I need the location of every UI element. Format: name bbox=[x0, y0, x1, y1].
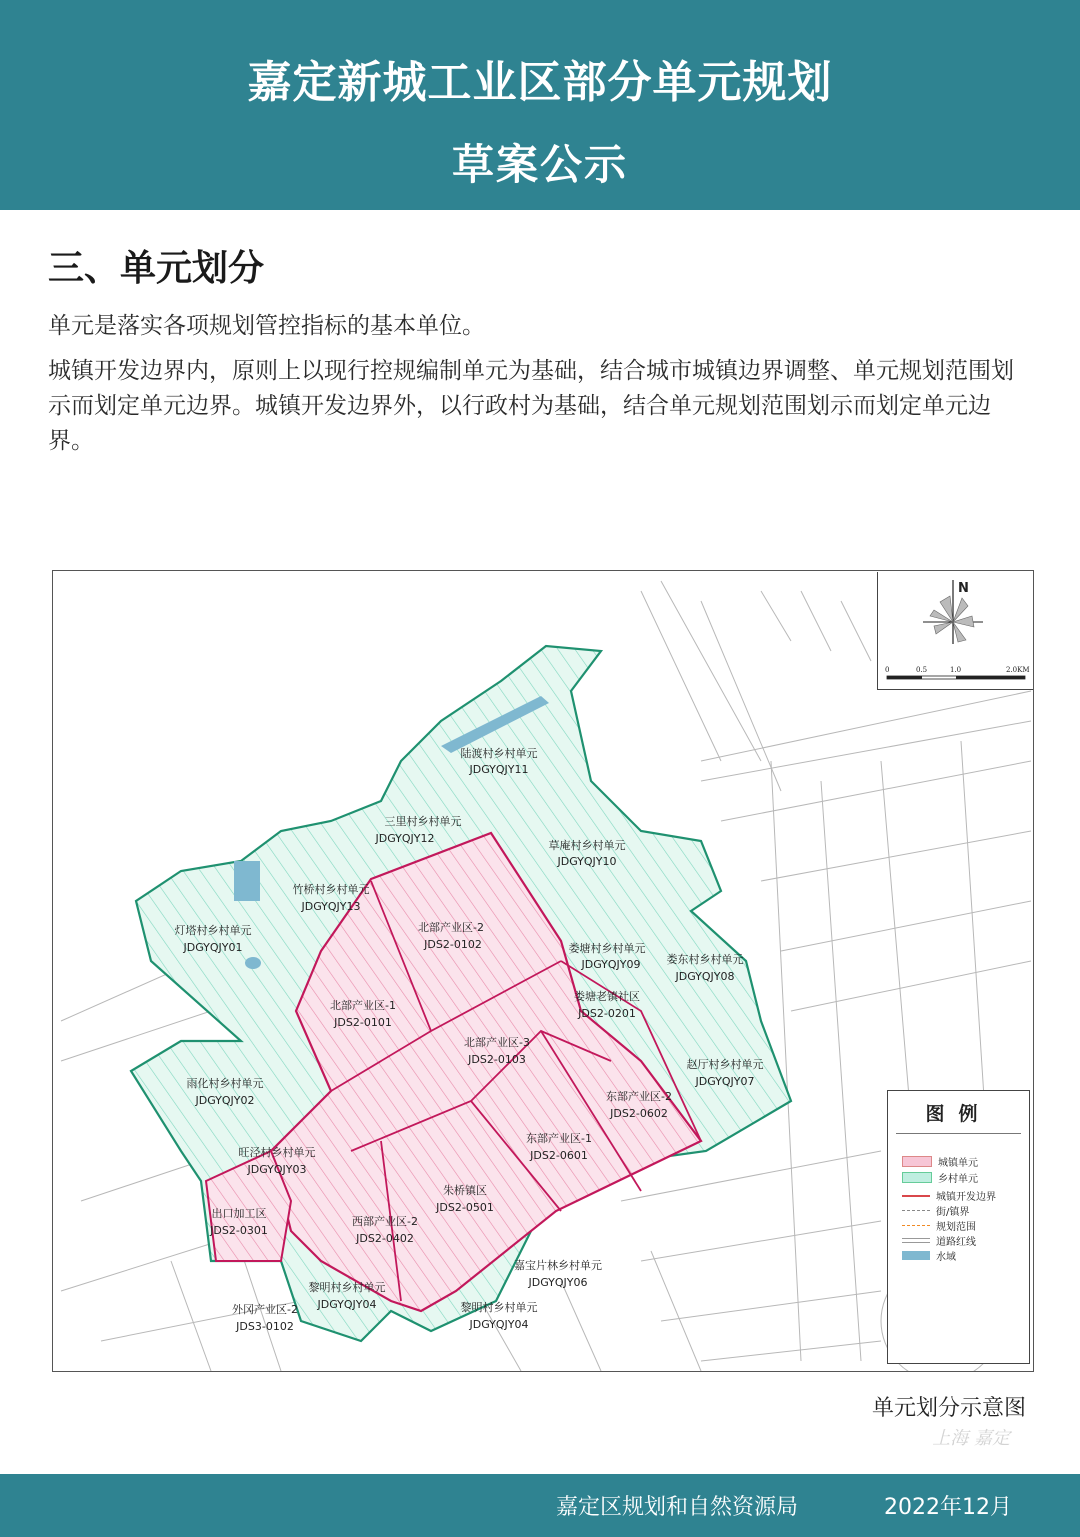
unit-code: JDS2-0602 bbox=[610, 1107, 668, 1120]
page-subtitle: 草案公示 bbox=[451, 140, 628, 189]
scale-label: 2.0KM bbox=[1006, 666, 1030, 674]
unit-code: JDS3-0102 bbox=[236, 1320, 294, 1333]
unit-name: 北部产业区-1 bbox=[330, 999, 396, 1012]
dev-boundary-line-icon bbox=[902, 1195, 930, 1197]
unit-name: 雨化村乡村单元 bbox=[186, 1077, 264, 1090]
unit-code: JDS2-0103 bbox=[468, 1053, 526, 1066]
unit-name: 旺泾村乡村单元 bbox=[238, 1146, 316, 1159]
unit-name: 西部产业区-2 bbox=[352, 1215, 418, 1228]
unit-name: 竹桥村乡村单元 bbox=[292, 883, 370, 896]
legend-item-water: 水域 bbox=[902, 1248, 956, 1260]
unit-name: 三里村乡村单元 bbox=[384, 815, 462, 828]
unit-code: JDS2-0201 bbox=[578, 1007, 636, 1020]
unit-name: 娄塘村乡村单元 bbox=[568, 942, 646, 955]
unit-name: 娄塘老镇社区 bbox=[574, 990, 640, 1003]
unit-code: JDS2-0101 bbox=[334, 1016, 392, 1029]
unit-code: JDGYQJY07 bbox=[695, 1075, 755, 1088]
unit-name: 陆渡村乡村单元 bbox=[460, 747, 538, 760]
unit-name: 北部产业区-2 bbox=[418, 921, 484, 934]
unit-name: 东部产业区-1 bbox=[526, 1132, 592, 1145]
unit-code: JDGYQJY02 bbox=[195, 1094, 255, 1107]
unit-name: 东部产业区-2 bbox=[606, 1090, 672, 1103]
legend-item-street-boundary: 街/镇界 bbox=[902, 1203, 969, 1215]
watermark: 上海 嘉定 bbox=[932, 1428, 1010, 1449]
wind-rose-icon bbox=[930, 596, 974, 642]
plan-scope-line-icon bbox=[902, 1225, 930, 1226]
road-line-icon bbox=[902, 1238, 930, 1243]
north-arrow-scale bbox=[877, 572, 1033, 690]
rural-swatch-icon bbox=[902, 1172, 932, 1183]
legend-item-urban: 城镇单元 bbox=[902, 1154, 978, 1166]
unit-code: JDGYQJY13 bbox=[301, 900, 361, 913]
unit-name: 黎明村乡村单元 bbox=[460, 1301, 538, 1314]
scale-label: 0 bbox=[885, 666, 890, 674]
footer-banner bbox=[0, 1474, 1080, 1537]
legend-item-rural: 乡村单元 bbox=[902, 1170, 978, 1182]
unit-code: JDGYQJY06 bbox=[528, 1276, 588, 1289]
unit-name: 灯塔村乡村单元 bbox=[174, 924, 252, 937]
unit-code: JDS2-0402 bbox=[356, 1232, 414, 1245]
unit-code: JDGYQJY10 bbox=[557, 855, 617, 868]
unit-name: 北部产业区-3 bbox=[464, 1036, 530, 1049]
unit-code: JDGYQJY11 bbox=[469, 763, 529, 776]
footer-org: 嘉定区规划和自然资源局 bbox=[556, 1495, 799, 1520]
unit-code: JDGYQJY01 bbox=[183, 941, 243, 954]
unit-code: JDGYQJY12 bbox=[375, 832, 435, 845]
water-body bbox=[245, 957, 261, 969]
water-body bbox=[234, 861, 260, 901]
header-banner bbox=[0, 0, 1080, 210]
urban-swatch-icon bbox=[902, 1156, 932, 1167]
section-title: 三、单元划分 bbox=[48, 248, 265, 289]
paragraph-2: 城镇开发边界内，原则上以现行控规编制单元为基础，结合城市城镇边界调整、单元规划范围划示而划定单元边界。城镇开发边界外，以行政村为基础，结合单元规划范围划示而划定单元边界。 bbox=[48, 358, 1014, 454]
unit-code: JDS2-0601 bbox=[530, 1149, 588, 1162]
street-boundary-line-icon bbox=[902, 1210, 930, 1211]
unit-name: 娄东村乡村单元 bbox=[666, 953, 744, 966]
scale-label: 1.0 bbox=[950, 666, 962, 674]
unit-code: JDGYQJY03 bbox=[247, 1163, 307, 1176]
legend-item-plan-scope: 规划范围 bbox=[902, 1218, 976, 1230]
map-legend bbox=[887, 1090, 1030, 1364]
unit-code: JDS2-0301 bbox=[210, 1224, 268, 1237]
unit-name: 赵厅村乡村单元 bbox=[686, 1058, 764, 1071]
legend-item-road: 道路红线 bbox=[902, 1233, 976, 1245]
footer-date: 2022年12月 bbox=[884, 1495, 1012, 1520]
water-swatch-icon bbox=[902, 1251, 930, 1260]
scale-label: 0.5 bbox=[916, 666, 928, 674]
unit-code: JDGYQJY04 bbox=[469, 1318, 529, 1331]
unit-code: JDGYQJY09 bbox=[581, 958, 641, 971]
unit-name: 朱桥镇区 bbox=[443, 1184, 487, 1197]
unit-code: JDGYQJY04 bbox=[317, 1298, 377, 1311]
unit-name: 出口加工区 bbox=[211, 1207, 267, 1220]
unit-code: JDS2-0102 bbox=[424, 938, 482, 951]
compass-graphic bbox=[878, 572, 1034, 690]
unit-name: 黎明村乡村单元 bbox=[308, 1281, 386, 1294]
unit-name: 嘉宝片林乡村单元 bbox=[514, 1259, 602, 1272]
unit-name: 外冈产业区-2 bbox=[232, 1303, 298, 1316]
unit-name: 草庵村乡村单元 bbox=[548, 839, 626, 852]
paragraph-1: 单元是落实各项规划管控指标的基本单位。 bbox=[48, 313, 485, 339]
unit-code: JDS2-0501 bbox=[436, 1201, 494, 1214]
legend-title: 图例 bbox=[925, 1103, 992, 1125]
page-title: 嘉定新城工业区部分单元规划 bbox=[247, 57, 833, 108]
unit-code: JDGYQJY08 bbox=[675, 970, 735, 983]
legend-item-dev-boundary: 城镇开发边界 bbox=[902, 1188, 996, 1200]
map-caption: 单元划分示意图 bbox=[871, 1396, 1026, 1421]
north-label: N bbox=[958, 581, 969, 596]
